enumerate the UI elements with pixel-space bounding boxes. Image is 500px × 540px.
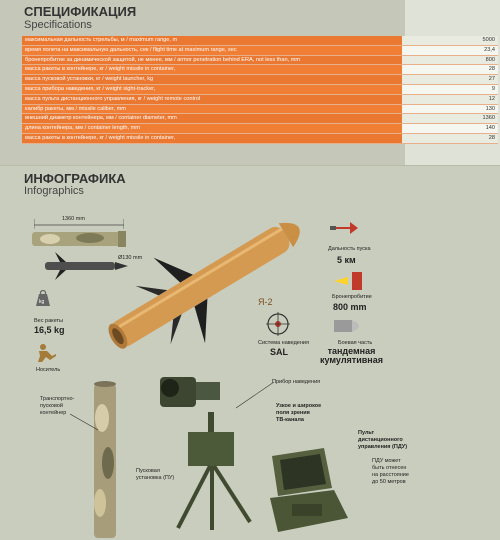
weight-value: 16,5 kg [34, 325, 65, 335]
spec-row-value: 1360 [402, 114, 498, 124]
spec-row-label: длина контейнера, мм / container length, mm [22, 124, 402, 134]
spec-row-label: масса пульта дистанционного управления, кг / weight remote control [22, 94, 402, 104]
spec-row-value: 27 [402, 75, 498, 85]
weight-caption: Вес ракеты [34, 318, 63, 324]
spec-row-label: масса прибора наведения, кг / weight sight-tracker, [22, 84, 402, 94]
spec-row-label: бронепробитие за динамической защитой, не менее, мм / armor penetration behind ERA, not less than, mm [22, 55, 402, 65]
soldier-icon [34, 344, 58, 362]
info-title-ru: ИНФОГРАФИКА [24, 171, 126, 186]
svg-text:kg: kg [39, 299, 45, 305]
spec-row-label: внешний диаметр контейнера, мм / container diameter, mm [22, 114, 402, 124]
spec-row-value: 23,4 [402, 45, 498, 55]
target-icon [266, 312, 290, 336]
spec-row-label: масса пусковой установки, кг / weight launcher, kg [22, 75, 402, 85]
spec-row-value: 800 [402, 55, 498, 65]
spec-title-ru: СПЕЦИФИКАЦИЯ [24, 4, 137, 19]
remote-note: ПДУ может быть отнесен на расстояние до 50 метров [372, 458, 409, 485]
container-pointer-line [70, 412, 100, 432]
spec-row [22, 124, 498, 134]
penetration-value: 800 mm [333, 302, 367, 312]
spec-row-value: 5000 [402, 36, 498, 45]
spec-row-value: 28 [402, 133, 498, 143]
remote-caption: Пульт дистанционного управления (ПДУ) [358, 430, 408, 450]
spec-row-label: максимальная дальность стрельбы, м / maximum range, m [22, 36, 402, 45]
spec-row-label: время полета на максимальную дальность, сек / flight time at maximum range, sec [22, 45, 402, 55]
warhead-value: тандемная кумулятивная [320, 346, 383, 366]
guidance-caption: Система наведения [258, 340, 309, 346]
remote-control-image [262, 448, 352, 534]
range-value: 5 км [337, 255, 356, 265]
spec-row-value: 140 [402, 124, 498, 134]
spec-row-label: масса ракеты в контейнере, кг / weight missile in container, [22, 65, 402, 75]
spec-row [22, 133, 498, 143]
spec-row-value: 28 [402, 65, 498, 75]
penetration-caption: Бронепробитие [332, 294, 372, 300]
sight-pointer-line [236, 380, 276, 410]
spec-row [22, 104, 498, 114]
diameter-label: Ø130 mm [118, 255, 143, 261]
info-title-en: Infographics [24, 185, 84, 197]
weight-icon [36, 290, 50, 306]
tv-caption: Узкое и широкое поля зрения ТВ-канала [276, 403, 322, 423]
spec-row-value: 130 [402, 104, 498, 114]
divider [0, 165, 500, 166]
spec-row [22, 75, 498, 85]
carrier-caption: Носитель [36, 367, 61, 373]
range-icon [330, 220, 360, 236]
spec-row-label: масса ракеты в контейнере, кг / weight missile in container, [22, 133, 402, 143]
spec-table [22, 36, 498, 144]
spec-row [22, 84, 498, 94]
spec-row [22, 36, 498, 45]
spec-row [22, 114, 498, 124]
warhead-caption: Боевая часть [338, 340, 373, 346]
container-image [88, 378, 122, 538]
length-label: 1360 mm [62, 216, 85, 222]
range-caption: Дальность пуска [328, 246, 371, 252]
launcher-caption: Пусковая установка (ПУ) [136, 468, 175, 481]
spec-title-en: Specifications [24, 19, 92, 31]
missile-image [90, 210, 320, 360]
spec-row-label: калибр ракеты, мм / missile caliber, mm [22, 104, 402, 114]
sight-caption: Прибор наведения [272, 379, 321, 385]
guidance-value: SAL [270, 347, 288, 357]
spec-row [22, 65, 498, 75]
missile-marking: Я-2 [258, 297, 273, 307]
penetration-icon [334, 272, 362, 290]
warhead-icon [334, 318, 366, 334]
spec-row [22, 94, 498, 104]
spec-row [22, 55, 498, 65]
spec-row-value: 9 [402, 84, 498, 94]
container-caption: Транспортно- пусковой контейнер [40, 396, 75, 416]
spec-row [22, 45, 498, 55]
spec-row-value: 12 [402, 94, 498, 104]
